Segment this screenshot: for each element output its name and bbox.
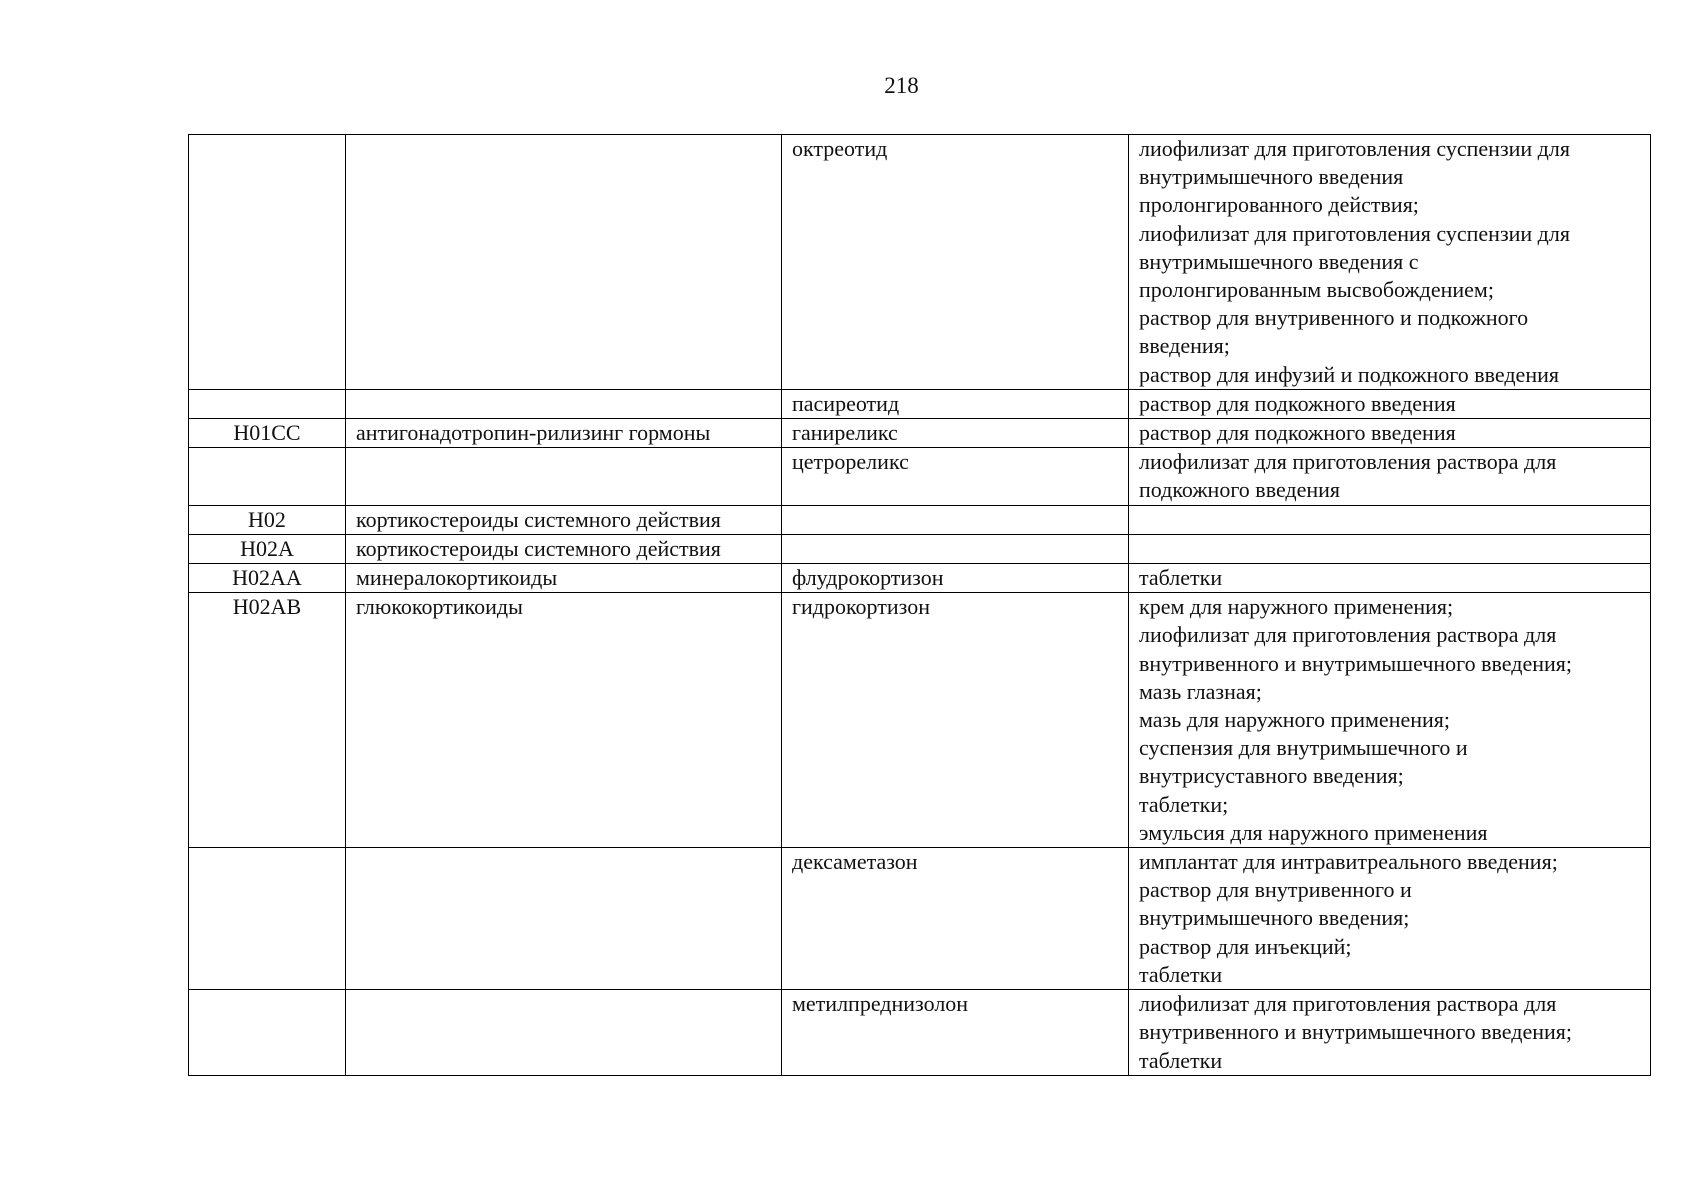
dosage-form-line: таблетки xyxy=(1139,961,1223,987)
dosage-form-cell xyxy=(1129,534,1651,563)
group-cell xyxy=(346,135,782,390)
dosage-form-cell xyxy=(1129,135,1651,390)
dosage-form-line: суспензия для внутримышечного и xyxy=(1139,735,1468,761)
drug-table xyxy=(188,134,1651,1076)
drug-cell xyxy=(782,505,1129,534)
atc-code-cell xyxy=(189,848,346,990)
dosage-form-line: внутримышечного введения с xyxy=(1139,248,1419,274)
dosage-form-cell xyxy=(1129,990,1651,1076)
dosage-form-line: эмульсия для наружного применения xyxy=(1139,819,1488,845)
table-row xyxy=(189,593,1651,848)
table-row xyxy=(189,389,1651,418)
atc-code-cell: H02 xyxy=(189,505,346,534)
dosage-form-line: крем для наружного применения; xyxy=(1139,594,1454,620)
table-row xyxy=(189,534,1651,563)
page-number: 218 xyxy=(884,73,919,98)
dosage-form-cell xyxy=(1129,848,1651,990)
group-cell: минералокортикоиды xyxy=(346,564,782,593)
dosage-form-line: лиофилизат для приготовления суспензии для xyxy=(1139,220,1570,246)
dosage-form-cell xyxy=(1129,419,1651,448)
drug-cell: гидрокортизон xyxy=(782,593,1129,848)
drug-cell xyxy=(782,534,1129,563)
dosage-form-line: пролонгированным высвобождением; xyxy=(1139,277,1494,303)
group-cell xyxy=(346,448,782,505)
dosage-form-line: внутривенного и внутримышечного введения; xyxy=(1139,650,1572,676)
dosage-form-line: раствор для внутривенного и подкожного xyxy=(1139,305,1529,331)
dosage-form-line: пролонгированного действия; xyxy=(1139,192,1419,218)
atc-code-cell: H02AA xyxy=(189,564,346,593)
dosage-form-cell xyxy=(1129,564,1651,593)
drug-cell: дексаметазон xyxy=(782,848,1129,990)
atc-code-cell: H01CC xyxy=(189,419,346,448)
dosage-form-cell xyxy=(1129,448,1651,505)
dosage-form-line: внутрисуставного введения; xyxy=(1139,763,1404,789)
atc-code-cell xyxy=(189,990,346,1076)
group-cell xyxy=(346,848,782,990)
group-cell xyxy=(346,990,782,1076)
atc-code-cell xyxy=(189,389,346,418)
group-cell xyxy=(346,389,782,418)
drug-cell: флудрокортизон xyxy=(782,564,1129,593)
dosage-form-line: внутривенного и внутримышечного введения; xyxy=(1139,1019,1572,1045)
table-row xyxy=(189,848,1651,990)
drug-cell: метилпреднизолон xyxy=(782,990,1129,1076)
dosage-form-cell xyxy=(1129,505,1651,534)
group-cell: глюкокортикоиды xyxy=(346,593,782,848)
dosage-form-cell xyxy=(1129,593,1651,848)
group-cell: кортикостероиды системного действия xyxy=(346,505,782,534)
dosage-form-line: внутримышечного введения xyxy=(1139,164,1404,190)
dosage-form-line: лиофилизат для приготовления раствора для xyxy=(1139,622,1557,648)
dosage-form-line: раствор для инъекций; xyxy=(1139,933,1352,959)
drug-cell: ганиреликс xyxy=(782,419,1129,448)
dosage-form-line: лиофилизат для приготовления суспензии для xyxy=(1139,136,1570,161)
atc-code-cell: H02AB xyxy=(189,593,346,848)
atc-code-cell xyxy=(189,135,346,390)
dosage-form-line: таблетки xyxy=(1139,565,1223,591)
table-row xyxy=(189,564,1651,593)
atc-code-cell: H02A xyxy=(189,534,346,563)
atc-code-cell xyxy=(189,448,346,505)
dosage-form-line: введения; xyxy=(1139,333,1230,359)
dosage-form-cell xyxy=(1129,389,1651,418)
dosage-form-line: раствор для внутривенного и xyxy=(1139,877,1412,903)
dosage-form-line: лиофилизат для приготовления раствора для xyxy=(1139,449,1557,475)
group-cell: кортикостероиды системного действия xyxy=(346,534,782,563)
dosage-form-line: мазь глазная; xyxy=(1139,678,1262,704)
dosage-form-line: подкожного введения xyxy=(1139,477,1341,503)
drug-cell: цетрореликс xyxy=(782,448,1129,505)
table-row xyxy=(189,990,1651,1076)
dosage-form-line: мазь для наружного применения; xyxy=(1139,707,1451,733)
dosage-form-line: внутримышечного введения; xyxy=(1139,905,1410,931)
drug-cell: октреотид xyxy=(782,135,1129,390)
table-row xyxy=(189,419,1651,448)
table-row xyxy=(189,135,1651,390)
dosage-form-line: раствор для подкожного введения xyxy=(1139,420,1456,446)
dosage-form-line: раствор для инфузий и подкожного введения xyxy=(1139,361,1559,387)
table-row xyxy=(189,505,1651,534)
dosage-form-line: таблетки; xyxy=(1139,791,1229,817)
dosage-form-line: лиофилизат для приготовления раствора для xyxy=(1139,991,1557,1017)
group-cell: антигонадотропин-рилизинг гормоны xyxy=(346,419,782,448)
dosage-form-line: имплантат для интравитреального введения; xyxy=(1139,849,1558,875)
table-row xyxy=(189,448,1651,505)
dosage-form-line: раствор для подкожного введения xyxy=(1139,390,1456,416)
dosage-form-line: таблетки xyxy=(1139,1047,1223,1073)
drug-cell: пасиреотид xyxy=(782,389,1129,418)
